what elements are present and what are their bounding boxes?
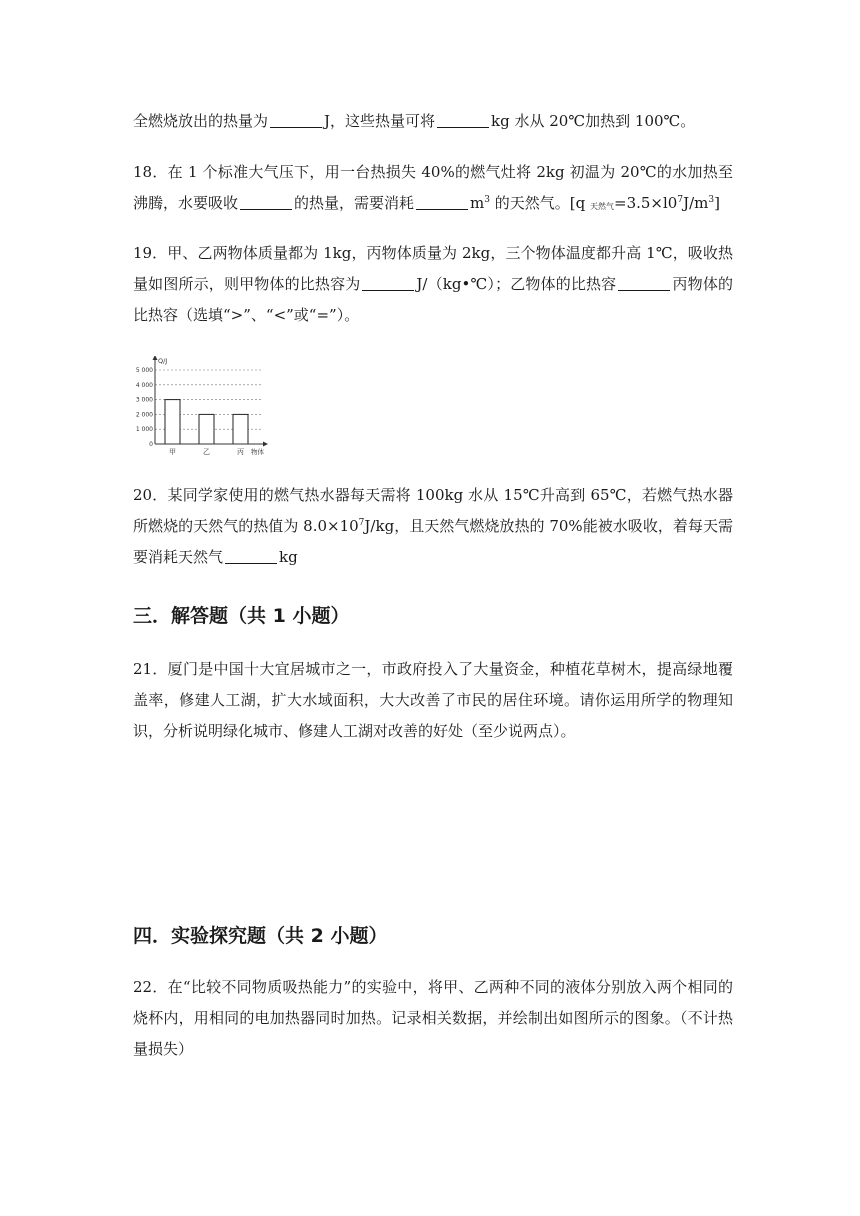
answer-blank[interactable] bbox=[437, 126, 489, 128]
y-tick-label: 3 000 bbox=[135, 396, 153, 404]
y-tick-label: 4 000 bbox=[135, 381, 153, 389]
q18-text-7: ] bbox=[714, 194, 720, 212]
x-category-label: 丙 bbox=[237, 448, 244, 456]
x-category-label: 乙 bbox=[203, 448, 210, 456]
q20-text-1: 20．某同学家使用的燃气热水器每天需将 100kg 水从 15℃升高到 65℃，若燃气热水器所燃烧的天然气的热值为 8.0×10 bbox=[133, 486, 733, 535]
section-4-heading: 四．实验探究题（共 2 小题） bbox=[133, 925, 388, 947]
y-axis-arrow-icon bbox=[153, 356, 158, 360]
q18-sup-3: 3 bbox=[708, 195, 715, 205]
answer-blank[interactable] bbox=[618, 289, 670, 291]
question-21: 21．厦门是中国十大宜居城市之一，市政府投入了大量资金，种植花草树木，提高绿地覆盖率，修建人工湖，扩大水域面积，大大改善了市民的居住环境。请你运用所学的物理知识，分析说明绿化城市、修建人工湖对改善的好处（至少说两点）。 bbox=[133, 660, 733, 740]
bar-chart bbox=[133, 356, 273, 456]
q18-sup-2: 7 bbox=[677, 195, 684, 205]
section-3-heading: 三．解答题（共 1 小题） bbox=[133, 605, 350, 627]
q20-sup-1: 7 bbox=[358, 518, 365, 528]
question-20 bbox=[133, 480, 733, 573]
answer-blank[interactable] bbox=[225, 562, 277, 564]
y-tick-label: 5 000 bbox=[135, 367, 153, 374]
x-axis-arrow-icon bbox=[263, 442, 268, 447]
y-tick-label: 0 bbox=[149, 441, 153, 448]
bar-0 bbox=[165, 400, 180, 444]
bar-1 bbox=[199, 414, 214, 444]
q19-text-2: J/（kg•℃）；乙物体的比热容 bbox=[416, 275, 617, 293]
question-18 bbox=[133, 157, 733, 219]
q18-sub-1: 天然气 bbox=[590, 202, 614, 211]
q19-text-3: 丙物体的比热容（选填“>”、“<”或“=”）。 bbox=[133, 275, 733, 324]
q20-text-3: kg bbox=[279, 548, 298, 566]
bar-2 bbox=[233, 414, 248, 444]
question-19 bbox=[133, 238, 733, 331]
answer-blank[interactable] bbox=[362, 289, 414, 291]
q20-text-2: J/kg，且天然气燃烧放热的 70%能被水吸收，着每天需要消耗天然气 bbox=[133, 517, 733, 566]
q17-text-3: kg 水从 20℃加热到 100℃。 bbox=[491, 112, 696, 130]
y-axis-label: Q/J bbox=[158, 357, 168, 365]
q18-text-5: =3.5×l0 bbox=[614, 194, 678, 212]
answer-blank[interactable] bbox=[270, 126, 322, 128]
question-17-continuation bbox=[133, 106, 733, 137]
q18-text-1: 18．在 1 个标准大气压下，用一台热损失 40%的燃气灶将 2kg 初温为 20℃的水加热至沸腾，水要吸收 bbox=[133, 163, 733, 212]
answer-blank[interactable] bbox=[416, 208, 468, 210]
q17-text-2: J，这些热量可将 bbox=[324, 112, 436, 130]
question-22: 22．在“比较不同物质吸热能力”的实验中，将甲、乙两种不同的液体分别放入两个相同的烧杯内，用相同的电加热器同时加热。记录相关数据，并绘制出如图所示的图象。（不计热量损失） bbox=[133, 978, 733, 1058]
q18-text-6: J/m bbox=[683, 194, 709, 212]
y-tick-label: 1 000 bbox=[135, 426, 153, 434]
q18-text-3: m bbox=[470, 194, 485, 212]
x-axis-label: 物体 bbox=[251, 448, 264, 456]
answer-blank[interactable] bbox=[240, 208, 292, 210]
q17-text-1: 全燃烧放出的热量为 bbox=[133, 112, 269, 130]
q19-text-1: 19．甲、乙两物体质量都为 1kg，丙物体质量为 2kg，三个物体温度都升高 1℃，吸收热量如图所示，则甲物体的比热容为 bbox=[133, 244, 733, 293]
q18-text-4: 的天然气。[q bbox=[490, 194, 590, 212]
x-category-label: 甲 bbox=[169, 448, 176, 456]
q18-sup-1: 3 bbox=[484, 195, 490, 205]
q18-text-2: 的热量，需要消耗 bbox=[294, 194, 415, 212]
y-tick-label: 2 000 bbox=[135, 411, 153, 419]
